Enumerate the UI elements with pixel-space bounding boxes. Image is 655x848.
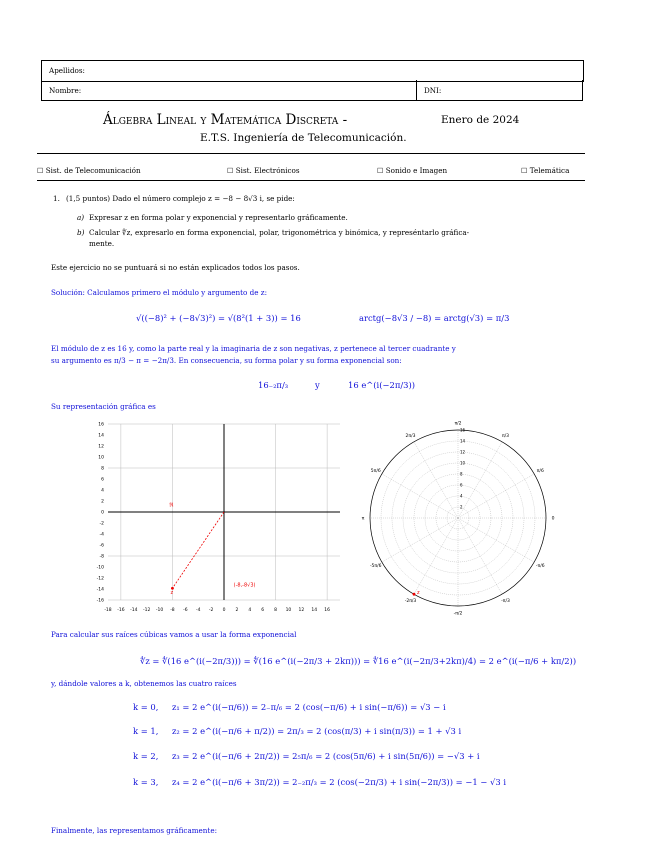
problem-note: Este ejercicio no se puntuará si no están explicados todos los pasos. [51, 263, 300, 272]
y-tick-label: 4 [101, 488, 104, 494]
modulus-equation: √((−8)² + (−8√3)²) = √(8²(1 + 3)) = 16 [136, 313, 301, 323]
x-tick-label: -18 [104, 608, 112, 613]
and-word: y [315, 380, 320, 390]
problem-statement: (1,5 puntos) Dado el número complejo z = −8 − 8√3 i, se pide: [66, 194, 295, 203]
root-k0-eq: z₁ = 2 e^(i(−π/6)) = 2₋π/₆ = 2 (cos(−π/6) + i sin(−π/6)) = √3 − i [172, 702, 446, 712]
problem-number: 1. [53, 194, 60, 203]
y-tick-label: 8 [101, 466, 104, 472]
y-tick-label: 12 [98, 444, 104, 450]
angle-label: -π/6 [535, 564, 545, 569]
root-k1-label: k = 1, [133, 726, 159, 736]
apellidos-label: Apellidos: [49, 66, 85, 75]
k-values-intro: y, dándole valores a k, obtenemos las cuatro raíces [51, 679, 237, 688]
root-k2-eq: z₃ = 2 e^(i(−π/6 + 2π/2)) = 2₅π/₆ = 2 (cos(5π/6) + i sin(5π/6)) = −√3 + i [172, 751, 480, 761]
school-name: E.T.S. Ingeniería de Telecomunicación. [200, 132, 407, 144]
y-tick-label: -16 [96, 598, 104, 604]
polar-plot [358, 418, 558, 618]
angle-label: 2π/3 [405, 434, 416, 440]
radial-tick-label: 12 [460, 449, 466, 455]
polar-spoke [382, 474, 458, 518]
x-tick-label: 2 [235, 608, 239, 613]
radial-tick-label: 6 [460, 482, 463, 488]
point-label: z [170, 590, 174, 597]
polar-spoke [458, 518, 534, 562]
y-tick-label: -6 [99, 543, 104, 549]
y-tick-label: 6 [101, 477, 104, 483]
angle-label: π/2 [454, 421, 462, 427]
cartesian-plot [88, 418, 350, 618]
x-tick-label: 0 [222, 608, 226, 613]
degree-electronics[interactable]: ☐ Sist. Electrónicos [227, 166, 300, 175]
degree-rule [37, 180, 585, 181]
nombre-box [41, 80, 417, 101]
radial-tick-label: 14 [460, 438, 466, 444]
root-k0-label: k = 0, [133, 702, 159, 712]
y-tick-label: -8 [99, 554, 104, 560]
y-tick-label: 10 [98, 455, 104, 461]
x-tick-label: 4 [248, 608, 252, 613]
angle-label: -2π/3 [404, 598, 417, 604]
polar-spoke [458, 518, 502, 594]
nombre-label: Nombre: [49, 86, 82, 95]
angle-label: π/6 [536, 469, 544, 474]
dni-label: DNI: [424, 86, 442, 95]
angle-label: π [361, 516, 365, 522]
x-tick-label: -14 [130, 608, 138, 613]
dni-box [415, 80, 583, 101]
x-tick-label: -6 [183, 608, 188, 613]
y-tick-label: 16 [98, 422, 104, 428]
root-k3-label: k = 3, [133, 777, 159, 787]
angle-label: π/3 [501, 434, 510, 440]
degree-telematics[interactable]: ☐ Telemática [521, 166, 570, 175]
apellidos-box [41, 60, 584, 82]
root-k2-label: k = 2, [133, 751, 159, 761]
x-tick-label: 10 [285, 608, 292, 613]
x-tick-label: -8 [170, 608, 175, 613]
y-tick-label: -2 [99, 521, 104, 527]
solution-intro: Solución: Calculamos primero el módulo y argumento de z: [51, 288, 268, 297]
part-b-text: Calcular ∜z, expresarlo en forma exponencial, polar, trigonométrica y binómica, y represéntarlo gráfica- [89, 228, 470, 237]
y-tick-label: 14 [98, 433, 104, 439]
root-k1-eq: z₂ = 2 e^(i(−π/6 + π/2)) = 2π/₃ = 2 (cos(π/3) + i sin(π/3)) = 1 + √3 i [172, 726, 462, 736]
real-axis-annotation: ℜ [169, 502, 174, 509]
angle-label: -π/3 [501, 598, 510, 604]
radial-tick-label: 2 [460, 504, 463, 510]
radial-tick-label: 10 [460, 460, 466, 466]
y-tick-label: 0 [101, 510, 104, 516]
x-tick-label: 14 [311, 608, 318, 613]
polar-point-label: z [417, 590, 420, 597]
y-tick-label: 2 [101, 499, 104, 505]
polar-point [413, 593, 416, 596]
angle-label: 5π/6 [370, 469, 381, 474]
part-b-text-cont: mente. [89, 239, 115, 248]
y-tick-label: -4 [99, 532, 104, 538]
x-tick-label: -16 [117, 608, 125, 613]
graph-intro: Su representación gráfica es [51, 402, 156, 411]
part-b-label: b) [77, 228, 85, 237]
part-a-label: a) [77, 213, 85, 222]
final-sentence: Finalmente, las representamos gráficamente: [51, 826, 217, 835]
angle-label: 0 [551, 516, 555, 522]
roots-intro: Para calcular sus raíces cúbicas vamos a usar la forma exponencial [51, 630, 297, 639]
x-tick-label: -12 [142, 608, 151, 613]
argument-equation: arctg(−8√3 / −8) = arctg(√3) = π/3 [359, 313, 510, 323]
angle-label: -5π/6 [369, 564, 382, 569]
angle-label: -π/2 [453, 611, 463, 617]
degree-sound[interactable]: ☐ Sonido e Imagen [377, 166, 448, 175]
degree-telecom[interactable]: ☐ Sist. de Telecomunicación [37, 166, 141, 175]
radial-tick-label: 16 [460, 427, 466, 433]
y-tick-label: -14 [96, 587, 104, 593]
y-tick-label: -10 [96, 565, 104, 571]
x-tick-label: 16 [324, 608, 330, 613]
solution-paragraph-2: su argumento es π/3 − π = −2π/3. En consecuencia, su forma polar y su forma exponencial son: [51, 356, 402, 365]
title-rule [37, 153, 585, 154]
root-k3-eq: z₄ = 2 e^(i(−π/6 + 3π/2)) = 2₋₂π/₃ = 2 (cos(−2π/3) + i sin(−2π/3)) = −1 − √3 i [172, 777, 507, 787]
polar-form: 16₋₂π/₃ [258, 380, 289, 390]
part-a-text: Expresar z en forma polar y exponencial y representarlo gráficamente. [89, 213, 348, 222]
polar-spoke [414, 442, 458, 518]
exam-date: Enero de 2024 [441, 114, 520, 126]
x-tick-label: 8 [274, 608, 277, 613]
x-tick-label: 12 [298, 608, 305, 613]
vector-line [172, 512, 224, 588]
radial-tick-label: 4 [460, 493, 463, 499]
radial-tick-label: 8 [460, 471, 463, 477]
solution-paragraph-1: El módulo de z es 16 y, como la parte real y la imaginaria de z son negativas, z pertenece al tercer cuadrante y [51, 344, 456, 353]
data-point [171, 587, 174, 590]
coordinate-annotation: (-8,-8√3) [233, 582, 256, 589]
x-tick-label: 6 [261, 608, 265, 613]
x-tick-label: -2 [208, 608, 214, 613]
exponential-form: 16 e^(i(−2π/3)) [348, 380, 416, 390]
x-tick-label: -4 [195, 608, 201, 613]
course-title: Álgebra Lineal y Matemática Discreta - [103, 112, 348, 128]
roots-equation: ∜z = ∜(16 e^(i(−2π/3))) = ∜(16 e^(i(−2π/3 + 2kπ))) = ∜16 e^(i(−2π/3+2kπ)/4) = 2 e^(i(−π/6 + kπ/2)) [140, 656, 577, 666]
x-tick-label: -10 [155, 608, 164, 613]
y-tick-label: -12 [96, 576, 104, 582]
